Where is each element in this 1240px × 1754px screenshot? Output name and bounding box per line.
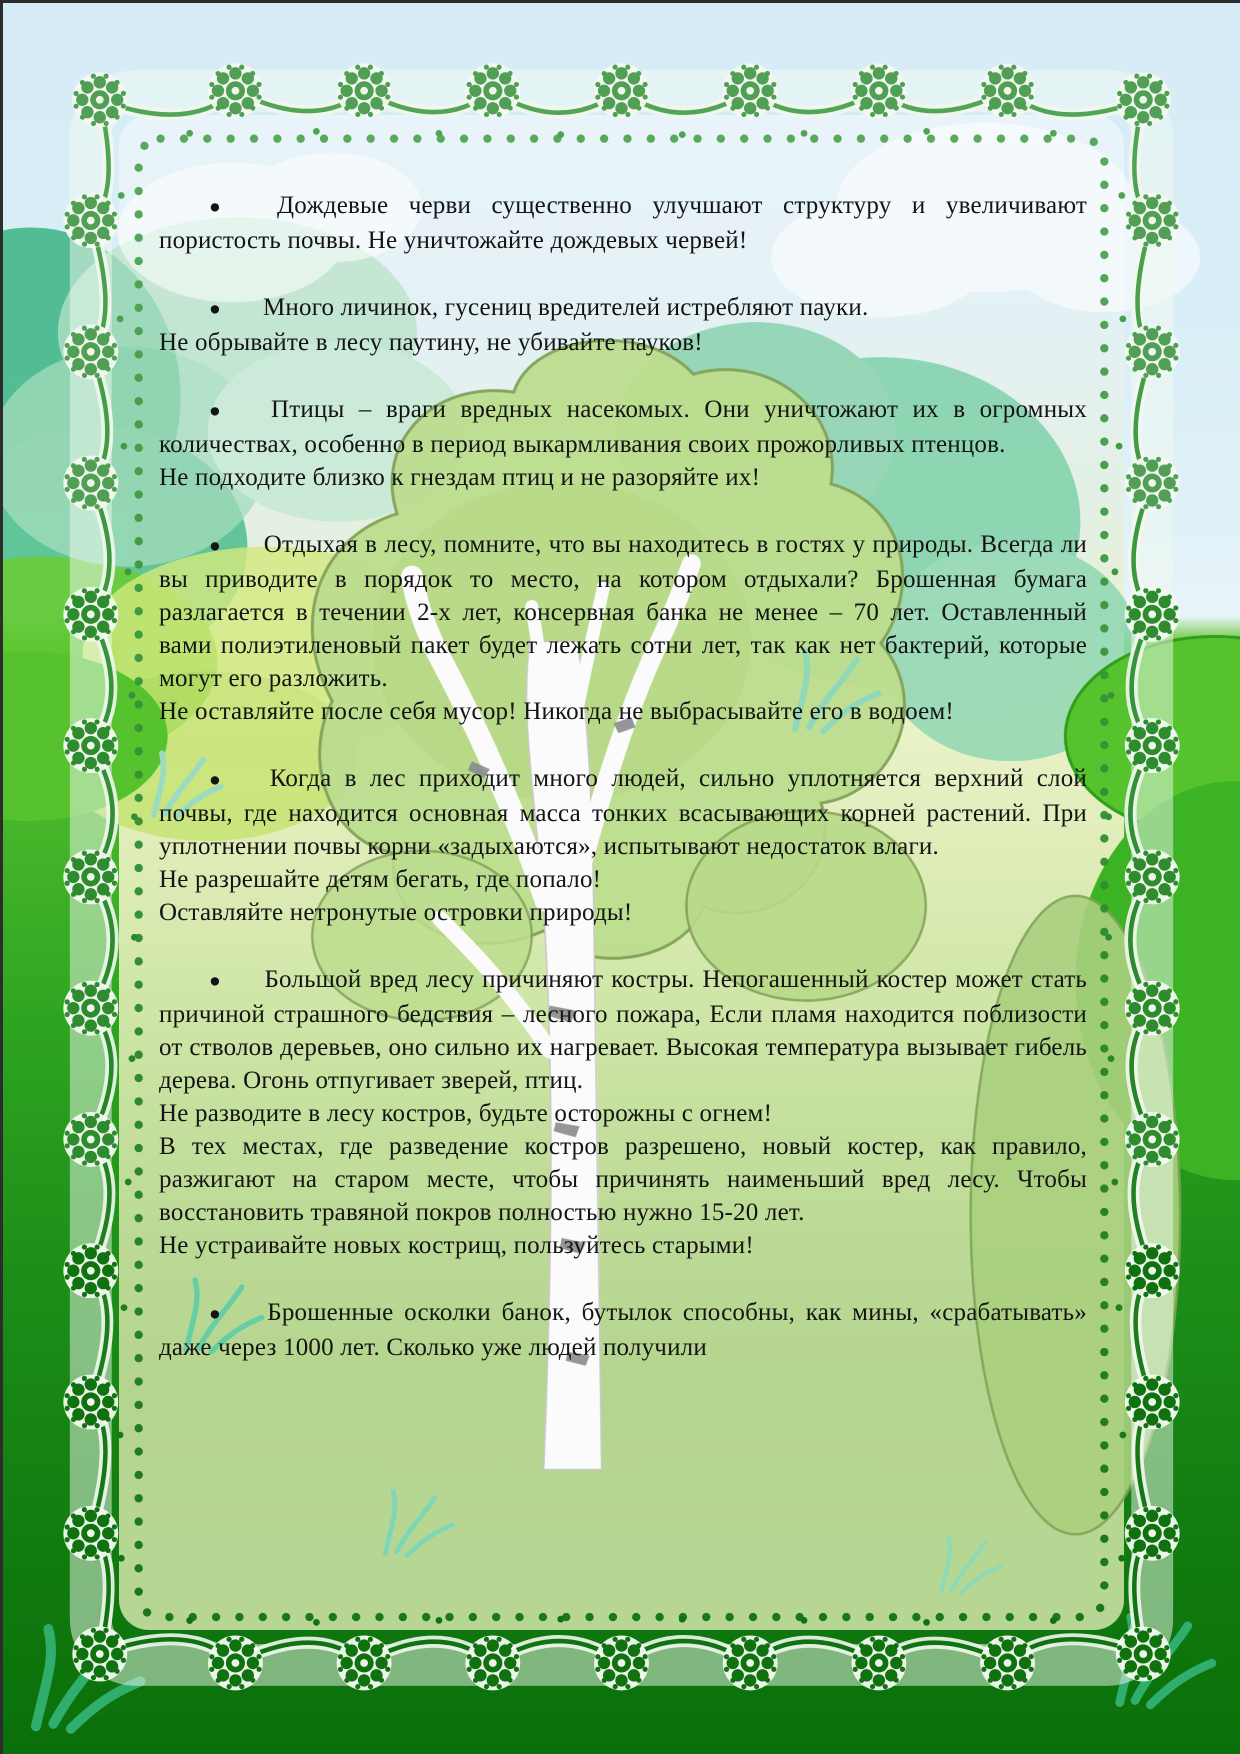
paragraph-text: Много личинок, гусениц вредителей истребляют пауки. bbox=[262, 294, 869, 321]
appeal-line: Не устраивайте новых кострищ, пользуйтесь старыми! bbox=[159, 1232, 754, 1259]
bullet-icon: ● bbox=[209, 1304, 226, 1325]
paragraph-text: Когда в лес приходит много людей, сильно уплотняется верхний слой почвы, где находится основная масса тонких всасывающих корней растений. При уплотнении почвы корни «задыхаются», испытывают недостаток влаги. bbox=[159, 765, 1087, 860]
bullet-icon: ● bbox=[209, 536, 222, 557]
bullet-paragraph bbox=[159, 1296, 1087, 1364]
appeal-line: Не оставляйте после себя мусор! Никогда не выбрасывайте его в водоем! bbox=[159, 698, 954, 725]
paragraph-text: Отдыхая в лесу, помните, что вы находитесь в гостях у природы. Всегда ли вы приводите в порядок то место, на котором отдыхали? Брошенная бумага разлагается в течении 2-х лет, консервная банка не менее – 70 лет. Оставленный вами полиэтиленовый пакет будет лежать сотни лет, так как нет бактерий, которые могут его разложить. bbox=[159, 531, 1087, 692]
bullet-icon: ● bbox=[209, 971, 223, 992]
appeal-line: Не обрывайте в лесу паутину, не убивайте пауков! bbox=[159, 329, 703, 356]
bullet-icon: ● bbox=[209, 197, 235, 218]
bullet-paragraph bbox=[159, 528, 1087, 695]
paragraph-text: Дождевые черви существенно улучшают структуру и увеличивают пористость почвы. Не уничтожайте дождевых червей! bbox=[159, 192, 1088, 254]
bullet-paragraph bbox=[159, 189, 1087, 257]
appeal-line: Оставляйте нетронутые островки природы! bbox=[159, 899, 633, 926]
bullet-paragraph bbox=[159, 963, 1087, 1097]
appeal-line: Не подходите близко к гнездам птиц и не разоряйте их! bbox=[159, 464, 761, 491]
bullet-icon: ● bbox=[209, 299, 221, 320]
bullet-paragraph bbox=[159, 393, 1087, 461]
paragraph-text: Брошенные осколки банок, бутылок способны, как мины, «срабатывать» даже через 1000 лет. Сколько уже людей получили bbox=[159, 1299, 1087, 1361]
bullet-icon: ● bbox=[209, 401, 229, 422]
appeal-line: В тех местах, где разведение костров разрешено, новый костер, как правило, разжигают на старом месте, чтобы причинять наименьший вред лесу. Чтобы восстановить травяной покров полностью нужно 15-20 лет. bbox=[159, 1133, 1087, 1226]
bullet-paragraph bbox=[159, 762, 1087, 863]
appeal-line: Не разрешайте детям бегать, где попало! bbox=[159, 866, 602, 893]
appeal-line: Не разводите в лесу костров, будьте осторожны с огнем! bbox=[159, 1100, 773, 1127]
paragraph-text: Большой вред лесу причиняют костры. Непогашенный костер может стать причиной страшного бедствия – лесного пожара, Если пламя находится поблизости от стволов деревьев, оно сильно их нагревает. Высокая температура вызывает гибель дерева. Огонь отпугивает зверей, птиц. bbox=[159, 966, 1087, 1094]
bullet-paragraph bbox=[159, 291, 1087, 326]
paragraph-text: Птицы – враги вредных насекомых. Они уничтожают их в огромных количествах, особенно в период выкармливания своих прожорливых птенцов. bbox=[159, 396, 1087, 458]
bullet-icon: ● bbox=[209, 770, 228, 791]
text-content bbox=[159, 189, 1087, 1364]
